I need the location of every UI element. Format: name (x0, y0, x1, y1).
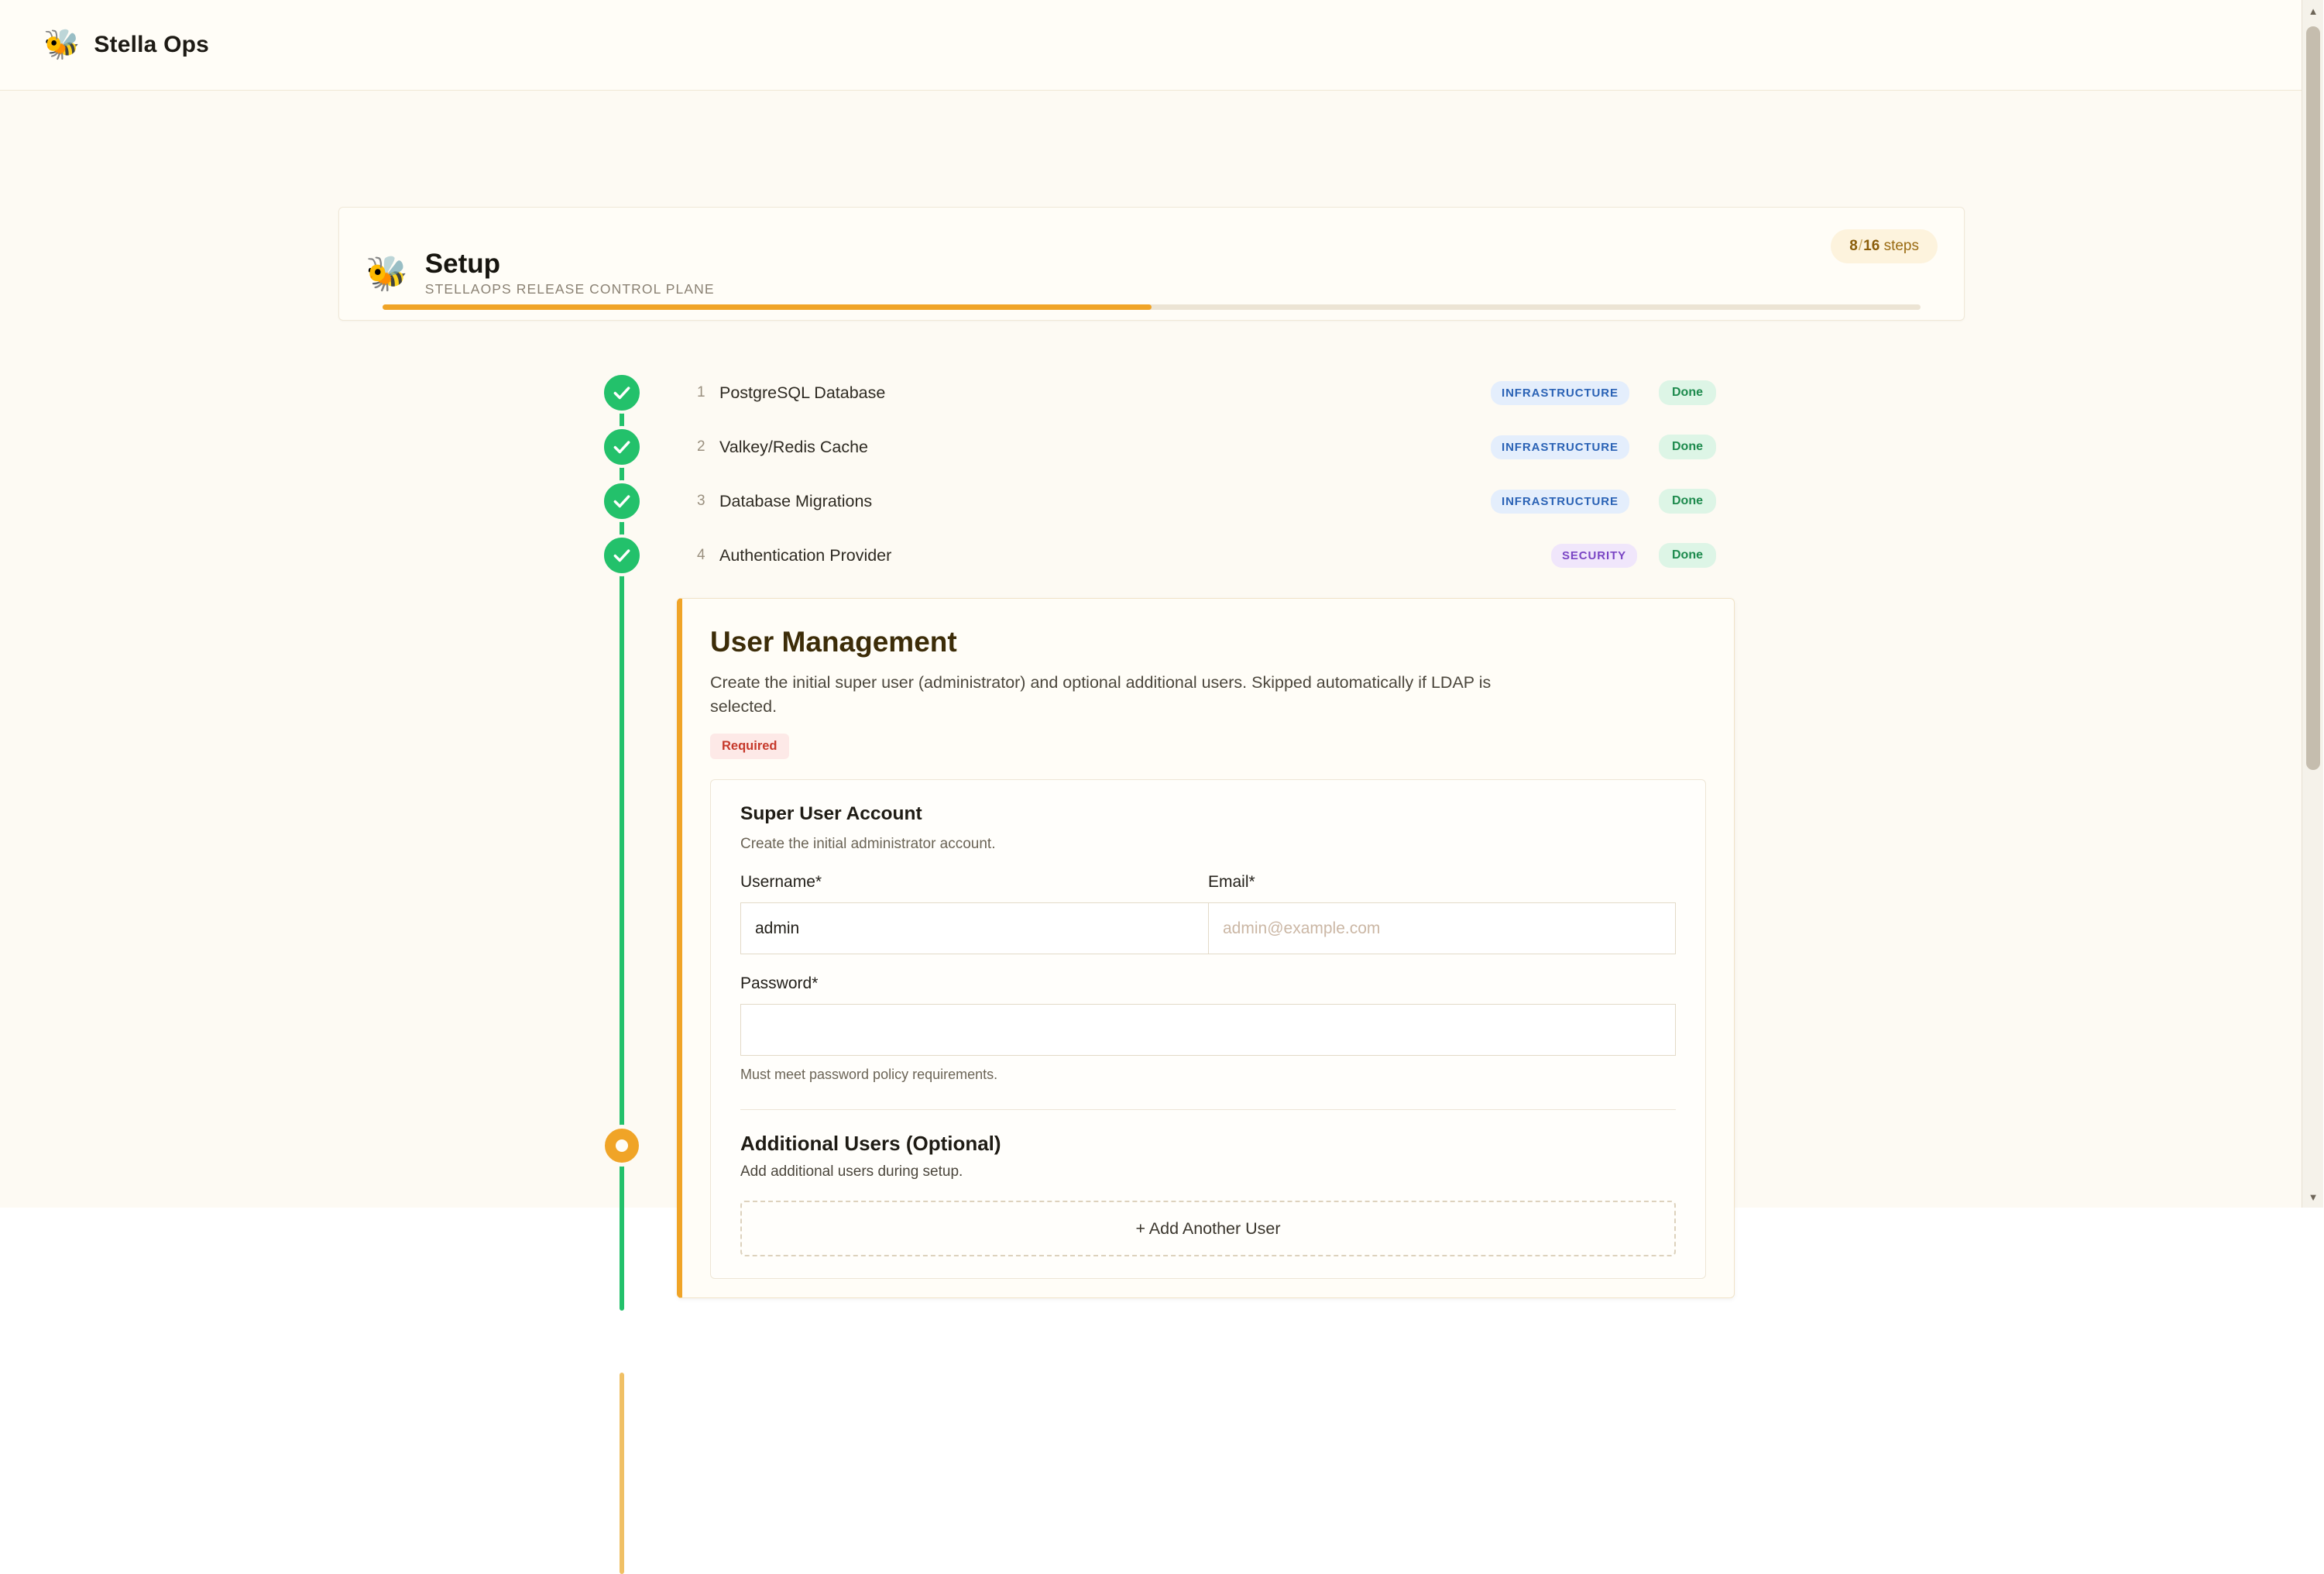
username-field-group (740, 873, 1208, 954)
password-hint: Must meet password policy requirements. (740, 1067, 998, 1083)
setup-bee-icon: 🐝 (366, 254, 408, 293)
active-step-card (677, 598, 1735, 1298)
step-category-tag: INFRASTRUCTURE (1491, 381, 1629, 405)
password-label: Password* (740, 974, 819, 993)
step-label[interactable]: PostgreSQL Database (719, 383, 886, 402)
active-step-description: Create the initial super user (administrator) and optional additional users. Skipped automatically if LDAP is selected. (710, 673, 1492, 716)
page-body (0, 91, 2323, 1238)
username-input[interactable] (740, 902, 1208, 954)
step-number: 2 (697, 438, 705, 455)
progress-bar-fill (383, 304, 1152, 310)
step-number: 4 (697, 547, 705, 563)
step-number: 3 (697, 493, 705, 509)
super-user-panel-subtitle: Create the initial administrator account. (740, 836, 996, 853)
scroll-up-arrow-icon[interactable]: ▲ (2308, 5, 2319, 17)
steps-current: 8 (1849, 238, 1858, 254)
step-number: 1 (697, 384, 705, 400)
name-email-row (740, 873, 1676, 954)
brand-name: Stella Ops (94, 32, 210, 57)
step-status-badge: Done (1659, 380, 1716, 405)
page-subtitle: STELLAOPS RELEASE CONTROL PLANE (424, 281, 715, 297)
steps-counter-badge (1831, 229, 1938, 263)
scrollbar-thumb[interactable] (2306, 26, 2320, 770)
active-step-title: User Management (710, 626, 957, 658)
timeline-step-row[interactable] (0, 420, 2323, 474)
check-icon (601, 534, 643, 576)
panel-divider (740, 1109, 1676, 1110)
username-label: Username* (740, 873, 822, 892)
progress-bar (383, 304, 1921, 310)
password-input[interactable] (740, 1004, 1676, 1056)
email-field-group (1208, 873, 1676, 954)
scroll-down-arrow-icon[interactable]: ▼ (2308, 1191, 2319, 1203)
steps-suffix: steps (1879, 238, 1919, 254)
timeline-rail-upcoming (620, 1373, 624, 1574)
password-field-group (740, 974, 1676, 1083)
step-category-tag: SECURITY (1551, 544, 1637, 568)
timeline-step-row[interactable] (0, 528, 2323, 583)
check-icon (601, 480, 643, 522)
required-badge: Required (710, 734, 789, 759)
top-bar (0, 0, 2323, 91)
step-label[interactable]: Database Migrations (719, 491, 873, 510)
email-label: Email* (1208, 873, 1255, 892)
check-icon (601, 426, 643, 468)
timeline-step-row[interactable] (0, 474, 2323, 528)
super-user-panel-title: Super User Account (740, 803, 922, 825)
steps-total: 16 (1863, 238, 1880, 254)
step-label[interactable]: Authentication Provider (719, 545, 892, 565)
email-input[interactable] (1208, 902, 1676, 954)
current-step-node-icon (601, 1125, 643, 1167)
step-status-badge: Done (1659, 435, 1716, 459)
bee-logo-icon: 🐝 (43, 29, 81, 61)
step-category-tag: INFRASTRUCTURE (1491, 490, 1629, 514)
step-status-badge: Done (1659, 543, 1716, 568)
step-label[interactable]: Valkey/Redis Cache (719, 437, 868, 456)
steps-separator: / (1858, 238, 1863, 254)
page-title: Setup (424, 248, 501, 279)
check-icon (601, 372, 643, 414)
step-status-badge: Done (1659, 489, 1716, 514)
additional-users-title: Additional Users (Optional) (740, 1132, 1001, 1156)
brand[interactable] (43, 30, 209, 60)
add-another-user-button[interactable]: + Add Another User (740, 1201, 1676, 1256)
page-scrollbar[interactable] (2302, 0, 2323, 1208)
super-user-panel (710, 779, 1706, 1279)
timeline-step-row[interactable] (0, 366, 2323, 420)
step-category-tag: INFRASTRUCTURE (1491, 435, 1629, 459)
setup-header-card (338, 207, 1965, 321)
additional-users-description: Add additional users during setup. (740, 1163, 963, 1180)
